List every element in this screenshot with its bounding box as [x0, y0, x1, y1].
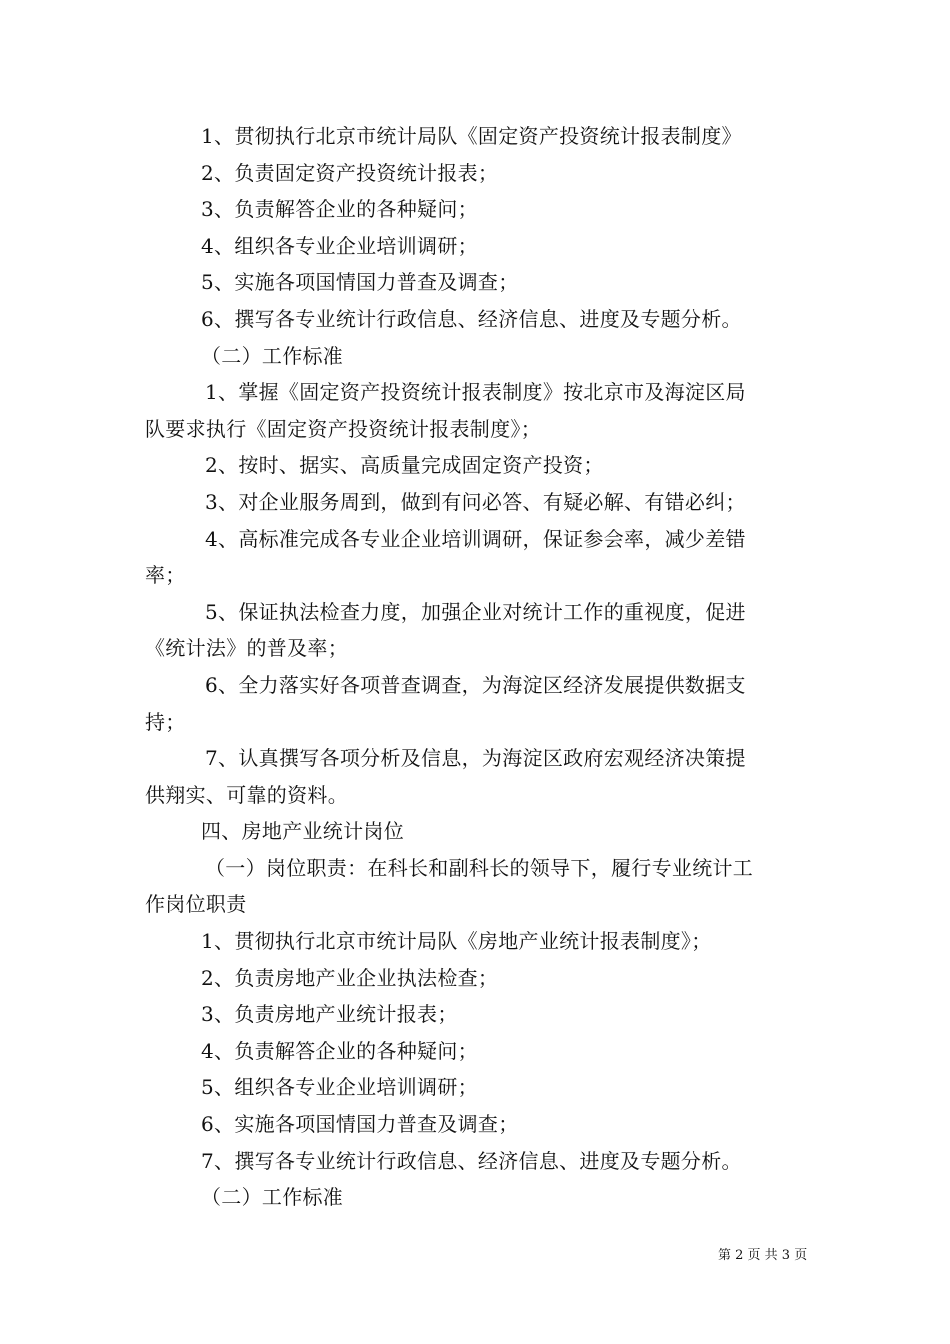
- list-item-continuation: 持；: [145, 709, 186, 734]
- list-item: 6、实施各项国情国力普查及调查；: [201, 1112, 519, 1137]
- list-item-continuation: 率；: [145, 563, 186, 588]
- section-heading: （二）工作标准: [201, 1185, 344, 1210]
- list-item: 5、实施各项国情国力普查及调查；: [201, 270, 519, 295]
- list-item: 3、对企业服务周到，做到有问必答、有疑必解、有错必纠；: [205, 489, 746, 514]
- list-item: 4、高标准完成各专业企业培训调研，保证参会率，减少差错: [205, 526, 746, 551]
- page-number: 第 2 页 共 3 页: [718, 1248, 808, 1263]
- paragraph-continuation: 作岗位职责: [145, 892, 247, 917]
- list-item: 7、认真撰写各项分析及信息，为海淀区政府宏观经济决策提: [205, 746, 746, 771]
- list-item: 2、负责固定资产投资统计报表；: [201, 160, 499, 185]
- list-item-continuation: 供翔实、可靠的资料。: [145, 782, 348, 807]
- list-item-continuation: 《统计法》的普及率；: [145, 636, 348, 661]
- list-item: 2、负责房地产业企业执法检查；: [201, 965, 499, 990]
- list-item: 7、撰写各专业统计行政信息、经济信息、进度及专题分析。: [201, 1148, 742, 1173]
- document-body: [145, 118, 810, 1216]
- list-item: 2、按时、据实、高质量完成固定资产投资；: [205, 453, 604, 478]
- list-item: 5、组织各专业企业培训调研；: [201, 1075, 478, 1100]
- list-item: 4、组织各专业企业培训调研；: [201, 233, 478, 258]
- list-item: 6、撰写各专业统计行政信息、经济信息、进度及专题分析。: [201, 306, 742, 331]
- list-item: 4、负责解答企业的各种疑问；: [201, 1038, 478, 1063]
- list-item: 1、贯彻执行北京市统计局队《固定资产投资统计报表制度》: [201, 124, 742, 148]
- section-heading: 四、房地产业统计岗位: [201, 819, 404, 844]
- list-item: 3、负责解答企业的各种疑问；: [201, 197, 478, 222]
- list-item-continuation: 队要求执行《固定资产投资统计报表制度》；: [145, 416, 541, 441]
- list-item: 1、贯彻执行北京市统计局队《房地产业统计报表制度》；: [201, 929, 712, 954]
- list-item: 5、保证执法检查力度，加强企业对统计工作的重视度，促进: [205, 599, 746, 624]
- list-item: 1、掌握《固定资产投资统计报表制度》按北京市及海淀区局: [205, 380, 746, 405]
- section-heading: （二）工作标准: [201, 343, 344, 368]
- paragraph: （一）岗位职责：在科长和副科长的领导下，履行专业统计工: [205, 855, 754, 880]
- list-item: 6、全力落实好各项普查调查，为海淀区经济发展提供数据支: [205, 672, 746, 697]
- list-item: 3、负责房地产业统计报表；: [201, 1002, 458, 1027]
